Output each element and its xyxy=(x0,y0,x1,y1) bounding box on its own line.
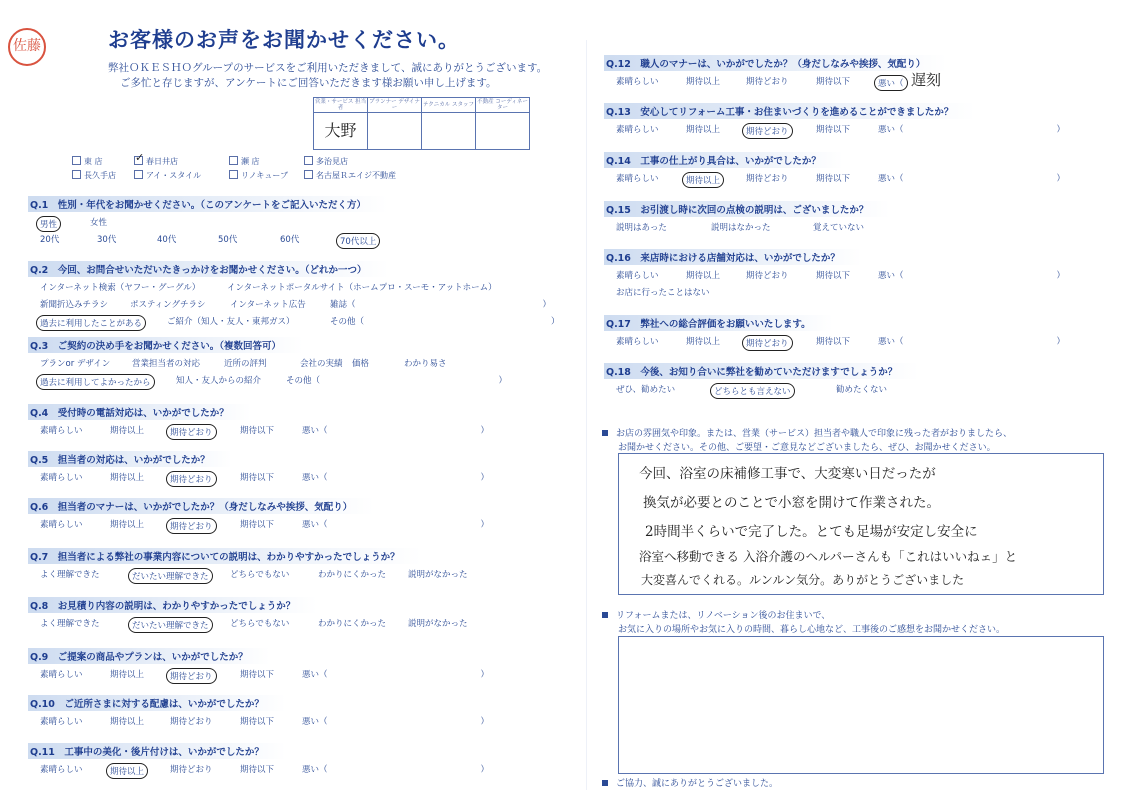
answer-option[interactable]: 男性 xyxy=(36,216,61,232)
answer-option[interactable]: 素晴らしい xyxy=(616,271,659,281)
answer-option[interactable]: 会社の実績 xyxy=(300,359,343,369)
store-option[interactable] xyxy=(134,156,178,167)
store-option[interactable] xyxy=(72,170,116,181)
store-option[interactable] xyxy=(304,156,348,167)
store-label: 瀬 店 xyxy=(241,157,260,166)
answer-option[interactable]: 期待以下 xyxy=(816,77,851,87)
answer-option[interactable]: 悪い（ ） xyxy=(878,337,1066,347)
answer-option[interactable]: 素晴らしい xyxy=(40,473,83,483)
comment-line-5: 大変喜んでくれる。ルンルン気分。ありがとうございました xyxy=(641,573,965,587)
staff-header: 営業・サービス 担当者 xyxy=(314,99,367,112)
bullet-square-icon xyxy=(602,430,608,436)
question-heading: Q.4 受付時の電話対応は、いかがでしたか？ xyxy=(28,404,251,420)
question-heading: Q.2 今回、お問合せいただいたきっかけをお聞かせください。（どれか一つ） xyxy=(28,261,389,277)
answer-option[interactable]: 価格 xyxy=(352,359,370,369)
answer-option[interactable]: 20代 xyxy=(40,235,60,245)
answer-option[interactable]: ポスティングチラシ xyxy=(130,300,206,310)
store-label: 春日井店 xyxy=(146,157,178,166)
answer-option[interactable]: 60代 xyxy=(280,235,300,245)
answer-option[interactable]: 期待以下 xyxy=(240,670,275,680)
answer-option[interactable]: その他（ ） xyxy=(286,376,508,386)
staff-value[interactable] xyxy=(368,113,422,150)
column-divider xyxy=(586,40,587,790)
bullet-square-icon xyxy=(602,780,608,786)
answer-option[interactable]: インターネットポータルサイト（ホームプロ・スーモ・アットホーム） xyxy=(227,283,497,293)
answer-option[interactable]: どちらでもない xyxy=(230,570,290,580)
answer-option[interactable]: 素晴らしい xyxy=(616,77,659,87)
comment-line-1: 今回、浴室の床補修工事で、大変寒い日だったが xyxy=(639,466,936,482)
answer-option[interactable]: 期待以上 xyxy=(686,271,721,281)
answer-option[interactable]: よく理解できた xyxy=(40,570,100,580)
question-heading: Q.14 工事の仕上がり具合は、いかがでしたか？ xyxy=(604,152,843,168)
answer-option[interactable]: インターネット検索（ヤフー・グーグル） xyxy=(40,283,201,293)
answer-option[interactable]: 素晴らしい xyxy=(40,520,83,530)
answer-option[interactable]: 説明がなかった xyxy=(408,570,468,580)
handwritten-note: 遅刻 xyxy=(911,71,942,89)
answer-option[interactable]: 期待以上 xyxy=(686,77,721,87)
section-a-line-1: お店の雰囲気や印象。または、営業（サービス）担当者や職人で印象に残った者がおりましたら、 xyxy=(616,429,1013,439)
answer-option[interactable]: プランor デザイン xyxy=(40,359,111,369)
question-heading: Q.1 性別・年代をお聞かせください。（このアンケートをご記入いただく方） xyxy=(28,196,388,212)
comment-line-2: 換気が必要とのことで小窓を開けて作業された。 xyxy=(643,495,940,511)
answer-option[interactable]: 期待どおり xyxy=(166,518,217,534)
answer-option[interactable]: 期待どおり xyxy=(166,471,217,487)
store-option[interactable] xyxy=(229,156,260,167)
answer-option[interactable]: 期待どおり xyxy=(742,335,793,351)
store-option[interactable] xyxy=(304,170,396,181)
answer-option[interactable]: どちらでもない xyxy=(230,619,290,629)
page-title: お客様のお声をお聞かせください。 xyxy=(108,28,460,52)
answer-option[interactable]: 期待どおり xyxy=(166,668,217,684)
intro-line-1: 弊社ＯＫＥＳＨＯグループのサービスをご利用いただきまして、誠にありがとうございます。 xyxy=(108,62,548,74)
question-heading: Q.17 弊社への総合評価をお願いいたします。 xyxy=(604,315,833,331)
question-heading: Q.5 担当者の対応は、いかがでしたか？ xyxy=(28,451,232,467)
answer-option[interactable]: 期待以下 xyxy=(816,125,851,135)
section-a-line-2: お聞かせください。その他、ご要望・ご意見などございましたら、ぜひ、お聞かせください。 xyxy=(618,443,996,453)
answer-option[interactable]: 悪い（ ） xyxy=(302,426,490,436)
answer-option[interactable]: 説明はなかった xyxy=(711,223,771,233)
question-heading: Q.10 ご近所さまに対する配慮は、いかがでしたか？ xyxy=(28,695,286,711)
intro-line-2: ご多忙と存じますが、アンケートにご回答いただきます様お願い申し上げます。 xyxy=(120,77,497,89)
answer-option[interactable]: 営業担当者の対応 xyxy=(132,359,201,369)
answer-option[interactable]: 過去に利用してよかったから xyxy=(36,374,155,390)
answer-option[interactable]: わかり易さ xyxy=(404,359,447,369)
store-label: アイ・スタイル xyxy=(146,171,202,180)
answer-option[interactable]: 素晴らしい xyxy=(616,174,659,184)
question-heading: Q.15 お引渡し時に次回の点検の説明は、ございましたか？ xyxy=(604,201,890,217)
answer-option[interactable]: 説明がなかった xyxy=(408,619,468,629)
answer-option[interactable]: 期待どおり xyxy=(746,174,789,184)
store-label: 長久手店 xyxy=(84,171,116,180)
answer-option[interactable]: 期待以上 xyxy=(110,670,145,680)
answer-option[interactable]: 期待以下 xyxy=(816,271,851,281)
answer-option[interactable]: 素晴らしい xyxy=(616,125,659,135)
answer-option[interactable]: 期待以上 xyxy=(686,337,721,347)
seal-stamp: 佐藤 xyxy=(8,28,46,66)
answer-option[interactable]: 期待どおり xyxy=(746,77,789,87)
question-heading: Q.7 担当者による弊社の事業内容についての説明は、わかりやすかったでしょうか？ xyxy=(28,548,422,564)
answer-option[interactable]: 期待どおり xyxy=(170,765,213,775)
staff-value[interactable] xyxy=(476,113,530,150)
answer-option[interactable]: ご紹介（知人・友人・東邦ガス） xyxy=(167,317,295,327)
section-b-heading xyxy=(602,608,830,621)
answer-option[interactable]: 期待以上 xyxy=(686,125,721,135)
answer-option[interactable]: 期待どおり xyxy=(742,123,793,139)
answer-option[interactable]: 素晴らしい xyxy=(40,426,83,436)
checkbox-icon[interactable] xyxy=(229,156,238,165)
answer-option[interactable]: 30代 xyxy=(97,235,117,245)
footer xyxy=(602,776,778,789)
answer-option[interactable]: 期待以下 xyxy=(240,765,275,775)
store-option[interactable] xyxy=(134,170,201,181)
answer-option[interactable]: 悪い（ xyxy=(874,75,908,91)
staff-value[interactable] xyxy=(422,113,476,150)
answer-option[interactable]: 期待以下 xyxy=(816,174,851,184)
staff-header: テクニカル スタッフ xyxy=(422,98,476,113)
answer-option[interactable]: 期待どおり xyxy=(746,271,789,281)
checkbox-icon[interactable] xyxy=(304,170,313,179)
question-heading: Q.12 職人のマナーは、いかがでしたか？（身だしなみや挨拶、気配り） xyxy=(604,55,947,71)
answer-option[interactable]: どちらとも言えない xyxy=(710,383,795,399)
answer-option[interactable]: 期待以下 xyxy=(240,520,275,530)
comment-box[interactable] xyxy=(618,453,1104,595)
answer-option[interactable]: ぜひ、勧めたい xyxy=(616,385,676,395)
section-a-heading xyxy=(602,426,1012,439)
checkbox-icon[interactable] xyxy=(72,156,81,165)
comment-line-3: 2時間半くらいで完了した。とても足場が安定し安全に xyxy=(645,524,978,540)
staff-header: プランナー デザイナー xyxy=(369,99,420,112)
question-heading: Q.18 今後、お知り合いに弊社を勧めていただけますでしょうか？ xyxy=(604,363,919,379)
answer-option[interactable]: 期待以上 xyxy=(682,172,724,188)
answer-option[interactable]: 素晴らしい xyxy=(40,670,83,680)
answer-option[interactable]: 期待以上 xyxy=(110,717,145,727)
answer-option[interactable]: 悪い（ ） xyxy=(878,125,1066,135)
answer-option[interactable]: 勧めたくない xyxy=(836,385,888,395)
store-option[interactable] xyxy=(72,156,103,167)
answer-option[interactable]: 素晴らしい xyxy=(40,765,83,775)
answer-option[interactable]: 女性 xyxy=(90,218,108,228)
answer-option[interactable]: 期待以上 xyxy=(106,763,148,779)
answer-option[interactable]: わかりにくかった xyxy=(318,570,387,580)
section-b-line-2: お気に入りの場所やお気に入りの時間、暮らし心地など、工事後のご感想をお聞かせください。 xyxy=(618,625,1006,635)
answer-option[interactable]: 近所の評判 xyxy=(224,359,267,369)
impression-box[interactable] xyxy=(618,636,1104,774)
answer-option[interactable]: 知人・友人からの紹介 xyxy=(176,376,262,386)
answer-option[interactable]: 悪い（ ） xyxy=(302,670,490,680)
answer-option[interactable]: 期待以上 xyxy=(110,473,145,483)
answer-option[interactable]: 期待以下 xyxy=(240,426,275,436)
question-heading: Q.16 来店時における店舗対応は、いかがでしたか？ xyxy=(604,249,862,265)
answer-option[interactable]: 雑誌（ ） xyxy=(330,300,552,310)
answer-option[interactable]: だいたい理解できた xyxy=(128,617,213,633)
answer-option[interactable]: 悪い（ ） xyxy=(878,271,1066,281)
bullet-square-icon xyxy=(602,612,608,618)
staff-value[interactable]: 大野 xyxy=(314,113,368,150)
answer-option[interactable]: 50代 xyxy=(218,235,238,245)
answer-option[interactable]: 悪い（ ） xyxy=(302,717,490,727)
checkbox-icon[interactable] xyxy=(134,156,143,165)
answer-option[interactable]: 覚えていない xyxy=(813,223,865,233)
answer-option[interactable]: 40代 xyxy=(157,235,177,245)
staff-table xyxy=(313,97,530,150)
answer-option[interactable]: 悪い（ ） xyxy=(302,473,490,483)
answer-option[interactable]: 説明はあった xyxy=(616,223,667,233)
checkbox-icon[interactable] xyxy=(134,170,143,179)
comment-line-4: 浴室へ移動できる 入浴介護のヘルパーさんも「これはいいねェ」と xyxy=(639,549,1018,564)
checkbox-icon[interactable] xyxy=(304,156,313,165)
question-heading: Q.6 担当者のマナーは、いかがでしたか？（身だしなみや挨拶、気配り） xyxy=(28,498,374,514)
answer-option[interactable]: 期待どおり xyxy=(166,424,217,440)
answer-option[interactable]: 素晴らしい xyxy=(616,337,659,347)
question-heading: Q.11 工事中の美化・後片付けは、いかがでしたか？ xyxy=(28,743,286,759)
store-label: 名古屋Ｒエイジ不動産 xyxy=(316,171,396,180)
question-heading: Q.9 ご提案の商品やプランは、いかがでしたか？ xyxy=(28,648,270,664)
store-label: 東 店 xyxy=(84,157,103,166)
checkbox-icon[interactable] xyxy=(229,170,238,179)
answer-option[interactable]: 期待以下 xyxy=(240,717,275,727)
answer-option[interactable]: 素晴らしい xyxy=(40,717,83,727)
answer-option[interactable]: その他（ ） xyxy=(330,317,560,327)
staff-header: 不動産 コーディネーター xyxy=(477,99,528,112)
answer-option[interactable]: 過去に利用したことがある xyxy=(36,315,146,331)
checkbox-icon[interactable] xyxy=(72,170,81,179)
answer-option[interactable]: 期待以上 xyxy=(110,520,145,530)
question-heading: Q.13 安心してリフォーム工事・お住まいづくりを進めることができましたか？ xyxy=(604,103,975,119)
store-option[interactable] xyxy=(229,170,288,181)
answer-option[interactable]: 期待どおり xyxy=(170,717,213,727)
footer-text: ご協力、誠にありがとうございました。 xyxy=(616,779,779,789)
answer-option[interactable]: だいたい理解できた xyxy=(128,568,213,584)
answer-option[interactable]: 期待以下 xyxy=(240,473,275,483)
answer-option[interactable]: 期待以上 xyxy=(110,426,145,436)
answer-option[interactable]: 悪い（ ） xyxy=(878,174,1066,184)
answer-option[interactable]: 期待以下 xyxy=(816,337,851,347)
answer-option[interactable]: わかりにくかった xyxy=(318,619,387,629)
answer-option[interactable]: 悪い（ ） xyxy=(302,765,490,775)
store-label: リノキューブ xyxy=(241,171,288,180)
answer-option[interactable]: よく理解できた xyxy=(40,619,100,629)
answer-option[interactable]: 悪い（ ） xyxy=(302,520,490,530)
answer-option[interactable]: インターネット広告 xyxy=(230,300,306,310)
section-b-line-1: リフォームまたは、リノベーション後のお住まいで、 xyxy=(616,611,831,621)
store-label: 多治見店 xyxy=(316,157,348,166)
question-heading: Q.3 ご契約の決め手をお聞かせください。（複数回答可） xyxy=(28,337,303,353)
question-heading: Q.8 お見積り内容の説明は、わかりやすかったでしょうか？ xyxy=(28,597,317,613)
answer-option[interactable]: お店に行ったことはない xyxy=(616,288,710,298)
answer-option[interactable]: 70代以上 xyxy=(336,233,380,249)
answer-option[interactable]: 新聞折込みチラシ xyxy=(40,300,109,310)
